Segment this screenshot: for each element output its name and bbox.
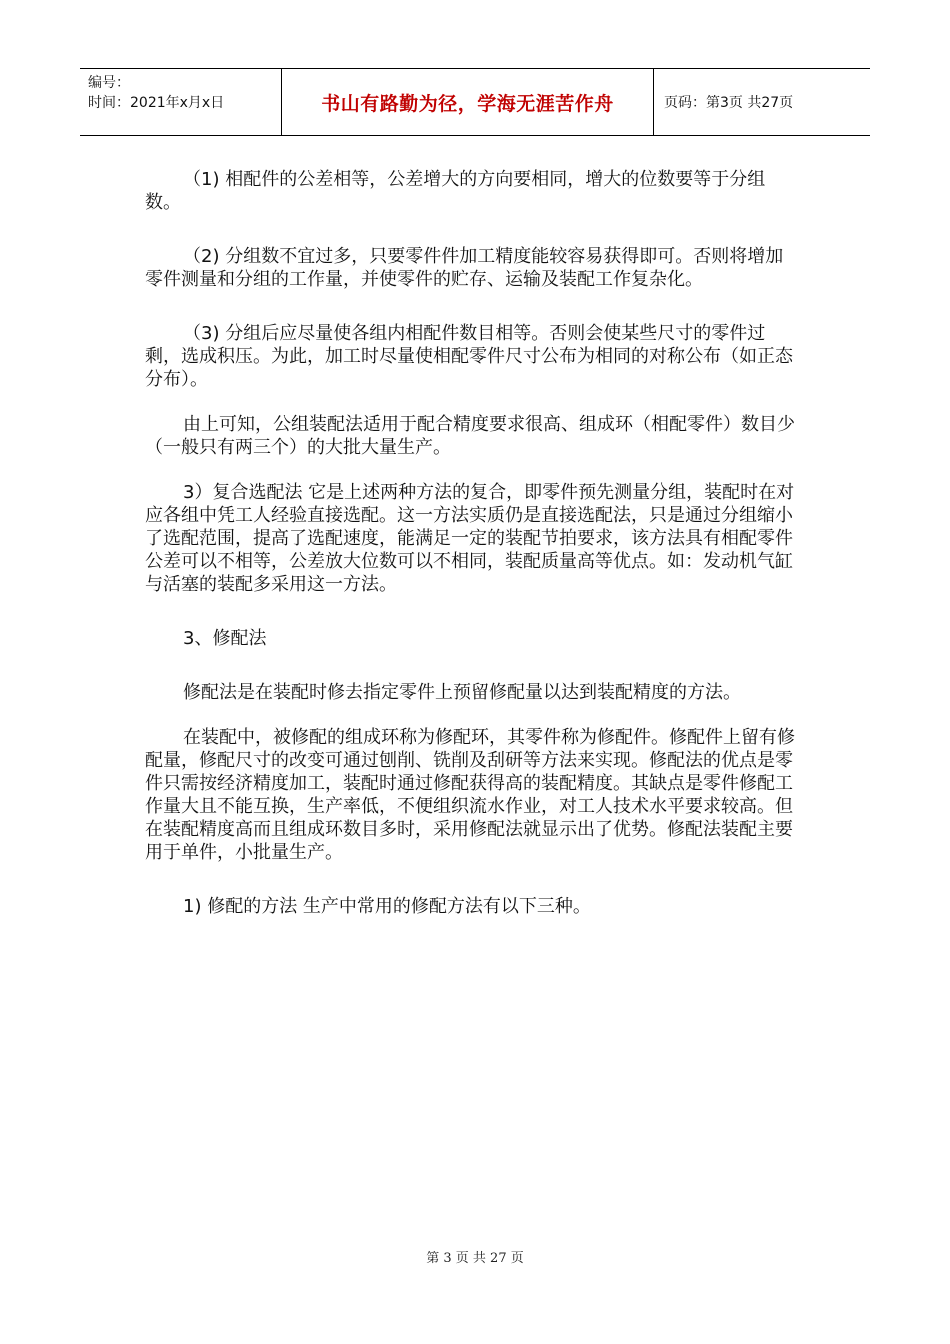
paragraph-7: 在装配中，被修配的组成环称为修配环，其零件称为修配件。修配件上留有修配量，修配尺寸的改变可通过刨削、铣削及刮研等方法来实现。修配法的优点是零件只需按经济精度加工，装配时通过修配获得高的装配精度。其缺点是零件修配工作量大且不能互换，生产率低，不便组织流水作业，对工人技术水平要求较高。但在装配精度高而且组成环数目多时，采用修配法就显示出了优势。修配法装配主要用于单件，小批量生产。 <box>145 727 795 863</box>
section-heading: 3、修配法 <box>183 628 267 649</box>
paragraph-3: （3) 分组后应尽量使各组内相配件数目相等。否则会使某些尺寸的零件过剩，选成积压。为此，加工时尽量使相配零件尺寸公布为相同的对称公布（如正态分布）。 <box>145 323 793 390</box>
paragraph-1: （1) 相配件的公差相等，公差增大的方向要相同，增大的位数要等于分组数。 <box>145 169 766 213</box>
document-body <box>145 168 795 949</box>
paragraph-2: （2) 分组数不宜过多，只要零件件加工精度能较容易获得即可。否则将增加零件测量和分组的工作量，并使零件的贮存、运输及装配工作复杂化。 <box>145 246 784 290</box>
number-label: 编号： <box>88 75 130 91</box>
paragraph-8: 1) 修配的方法 生产中常用的修配方法有以下三种。 <box>183 896 591 917</box>
paragraph-6: 修配法是在装配时修去指定零件上预留修配量以达到装配精度的方法。 <box>183 682 741 703</box>
page-footer: 第 3 页 共 27 页 <box>426 1251 524 1266</box>
header-meta <box>80 69 282 135</box>
page-header <box>80 68 870 136</box>
header-motto: 书山有路勤为径，学海无涯苦作舟 <box>282 69 654 135</box>
header-page-info: 页码：第3页 共27页 <box>664 95 794 111</box>
paragraph-5: 3）复合选配法 它是上述两种方法的复合，即零件预先测量分组，装配时在对应各组中凭工人经验直接选配。这一方法实质仍是直接选配法，只是通过分组缩小了选配范围，提高了选配速度，能满足一定的装配节拍要求，该方法具有相配零件公差可以不相等，公差放大位数可以不相同，装配质量高等优点。如：发动机气缸与活塞的装配多采用这一方法。 <box>145 482 795 595</box>
paragraph-4: 由上可知，公组装配法适用于配合精度要求很高、组成环（相配零件）数目少（一般只有两三个）的大批大量生产。 <box>145 414 795 458</box>
time-label: 时间：2021年x月x日 <box>88 95 225 111</box>
